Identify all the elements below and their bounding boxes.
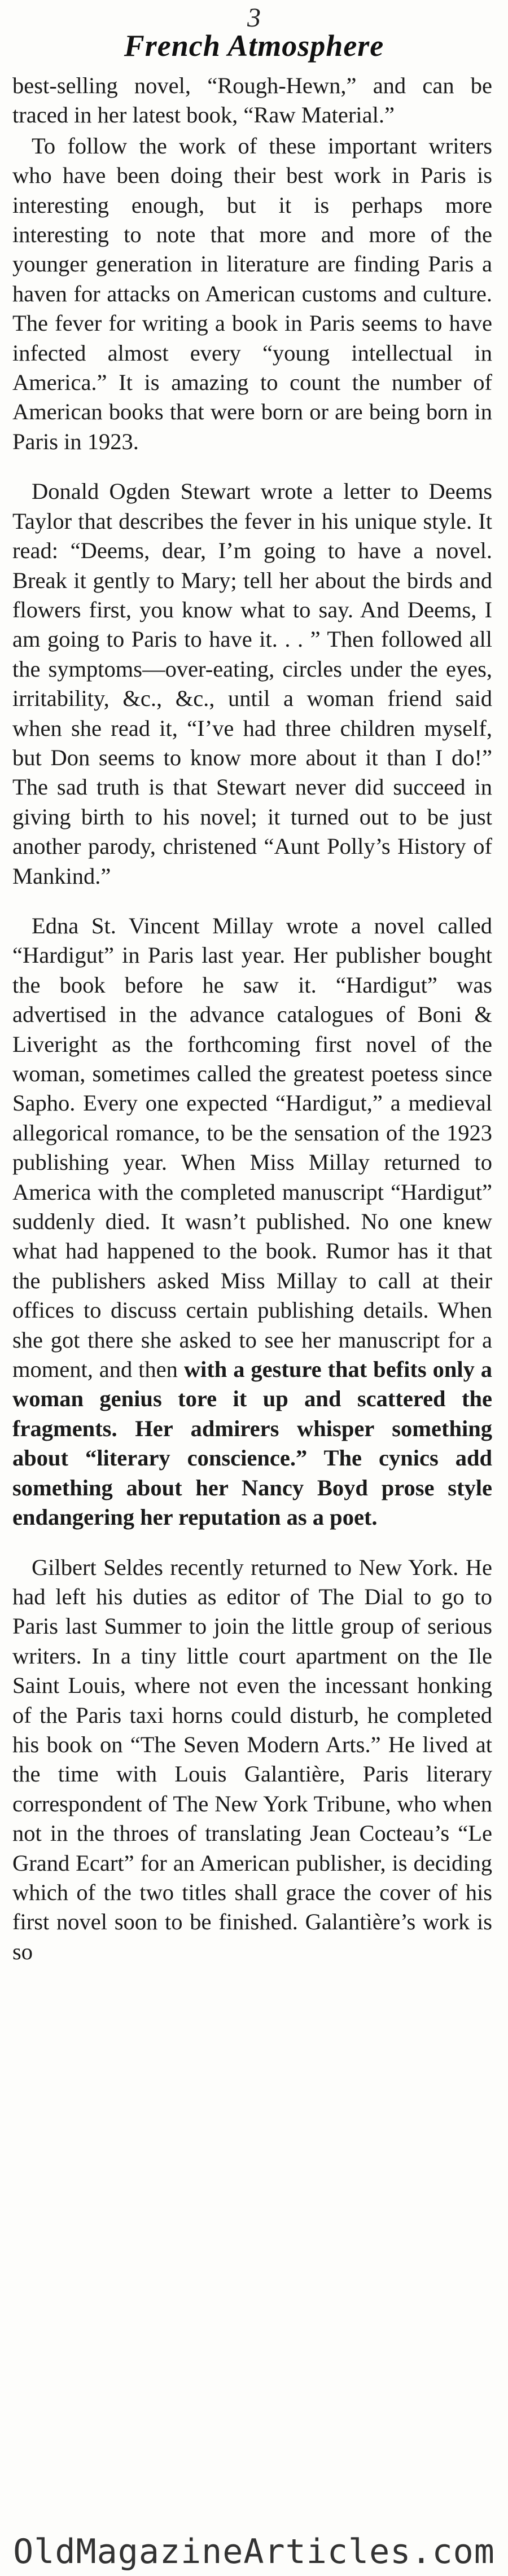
article-text: Edna St. Vincent Millay wrote a novel called “Hardigut” in Paris last year. Her publisher bought the book before he saw it. “Hardigut” was advertised in the advance catalogues of Boni & Liveright as the forthcoming first novel of the woman, sometimes called the greatest poetess since Sapho. Every one expected “Hardigut,” a medieval allegorical romance, to be the sensation of the 1923 publishing year. When Miss Millay returned to America with the completed manuscript “Hardigut” suddenly died. It wasn’t published. No one knew what had happened to the book. Rumor has it that the publishers asked Miss Millay to call at their offices to discuss certain publishing details. When she got there she asked to see her manuscript for a moment, and then [12,912,492,1383]
article-column [12,71,492,1967]
article-paragraph [12,911,492,1533]
article-paragraph: best-selling novel, “Rough-Hewn,” and can be traced in her latest book, “Raw Material.” [12,73,492,128]
article-paragraph: Gilbert Seldes recently returned to New York. He had left his duties as editor of The Dial to go to Paris last Summer to join the little group of serious writers. In a tiny little court apartment on the Ile Saint Louis, where not even the incessant honking of the Paris taxi horns could disturb, he completed his book on “The Seven Modern Arts.” He lived at the time with Louis Galantière, Paris literary correspondent of The New York Tribune, who when not in the throes of translating Jean Cocteau’s “Le Grand Ecart” for an American publisher, is deciding which of the two titles shall grace the cover of his first novel soon to be finished. Galantière’s work is so [12,1554,492,1964]
running-head: French Atmosphere [124,29,384,63]
article-paragraph: To follow the work of these important writers who have been doing their best work in Paris is interesting enough, but it is perhaps more interesting to note that more and more of the younger generation in literature are finding Paris a haven for attacks on American customs and culture. The fever for writing a book in Paris seems to have infected almost every “young intellectual in America.” It is amazing to count the number of American books that were born or are being born in Paris in 1923. [12,133,492,454]
site-footer-link[interactable]: OldMagazineArticles.com [13,2532,495,2571]
site-footer [0,2530,508,2576]
article-paragraph: Donald Ogden Stewart wrote a letter to Deems Taylor that describes the fever in his unique style. It read: “Deems, dear, I’m going to have a novel. Break it gently to Mary; tell her about the birds and flowers first, you know what to say. And Deems, I am going to Paris to have it. . . ” Then followed all the symptoms—over-eating, circles under the eyes, irritability, &c., &c., until a woman friend said when she read it, “I’ve had three children myself, but Don seems to know more about it than I do!” The sad truth is that Stewart never did succeed in giving birth to his novel; it turned out to be just another parody, christened “Aunt Polly’s History of Mankind.” [12,479,492,889]
article-bold-text: with a gesture that befits only a woman genius tore it up and scattered the fragments. Her admirers whisper something about “literary conscience.” The cynics add something about her Nancy Boyd prose style endangering her reputation as a poet. [12,1357,493,1530]
page-number: 3 [247,3,261,33]
